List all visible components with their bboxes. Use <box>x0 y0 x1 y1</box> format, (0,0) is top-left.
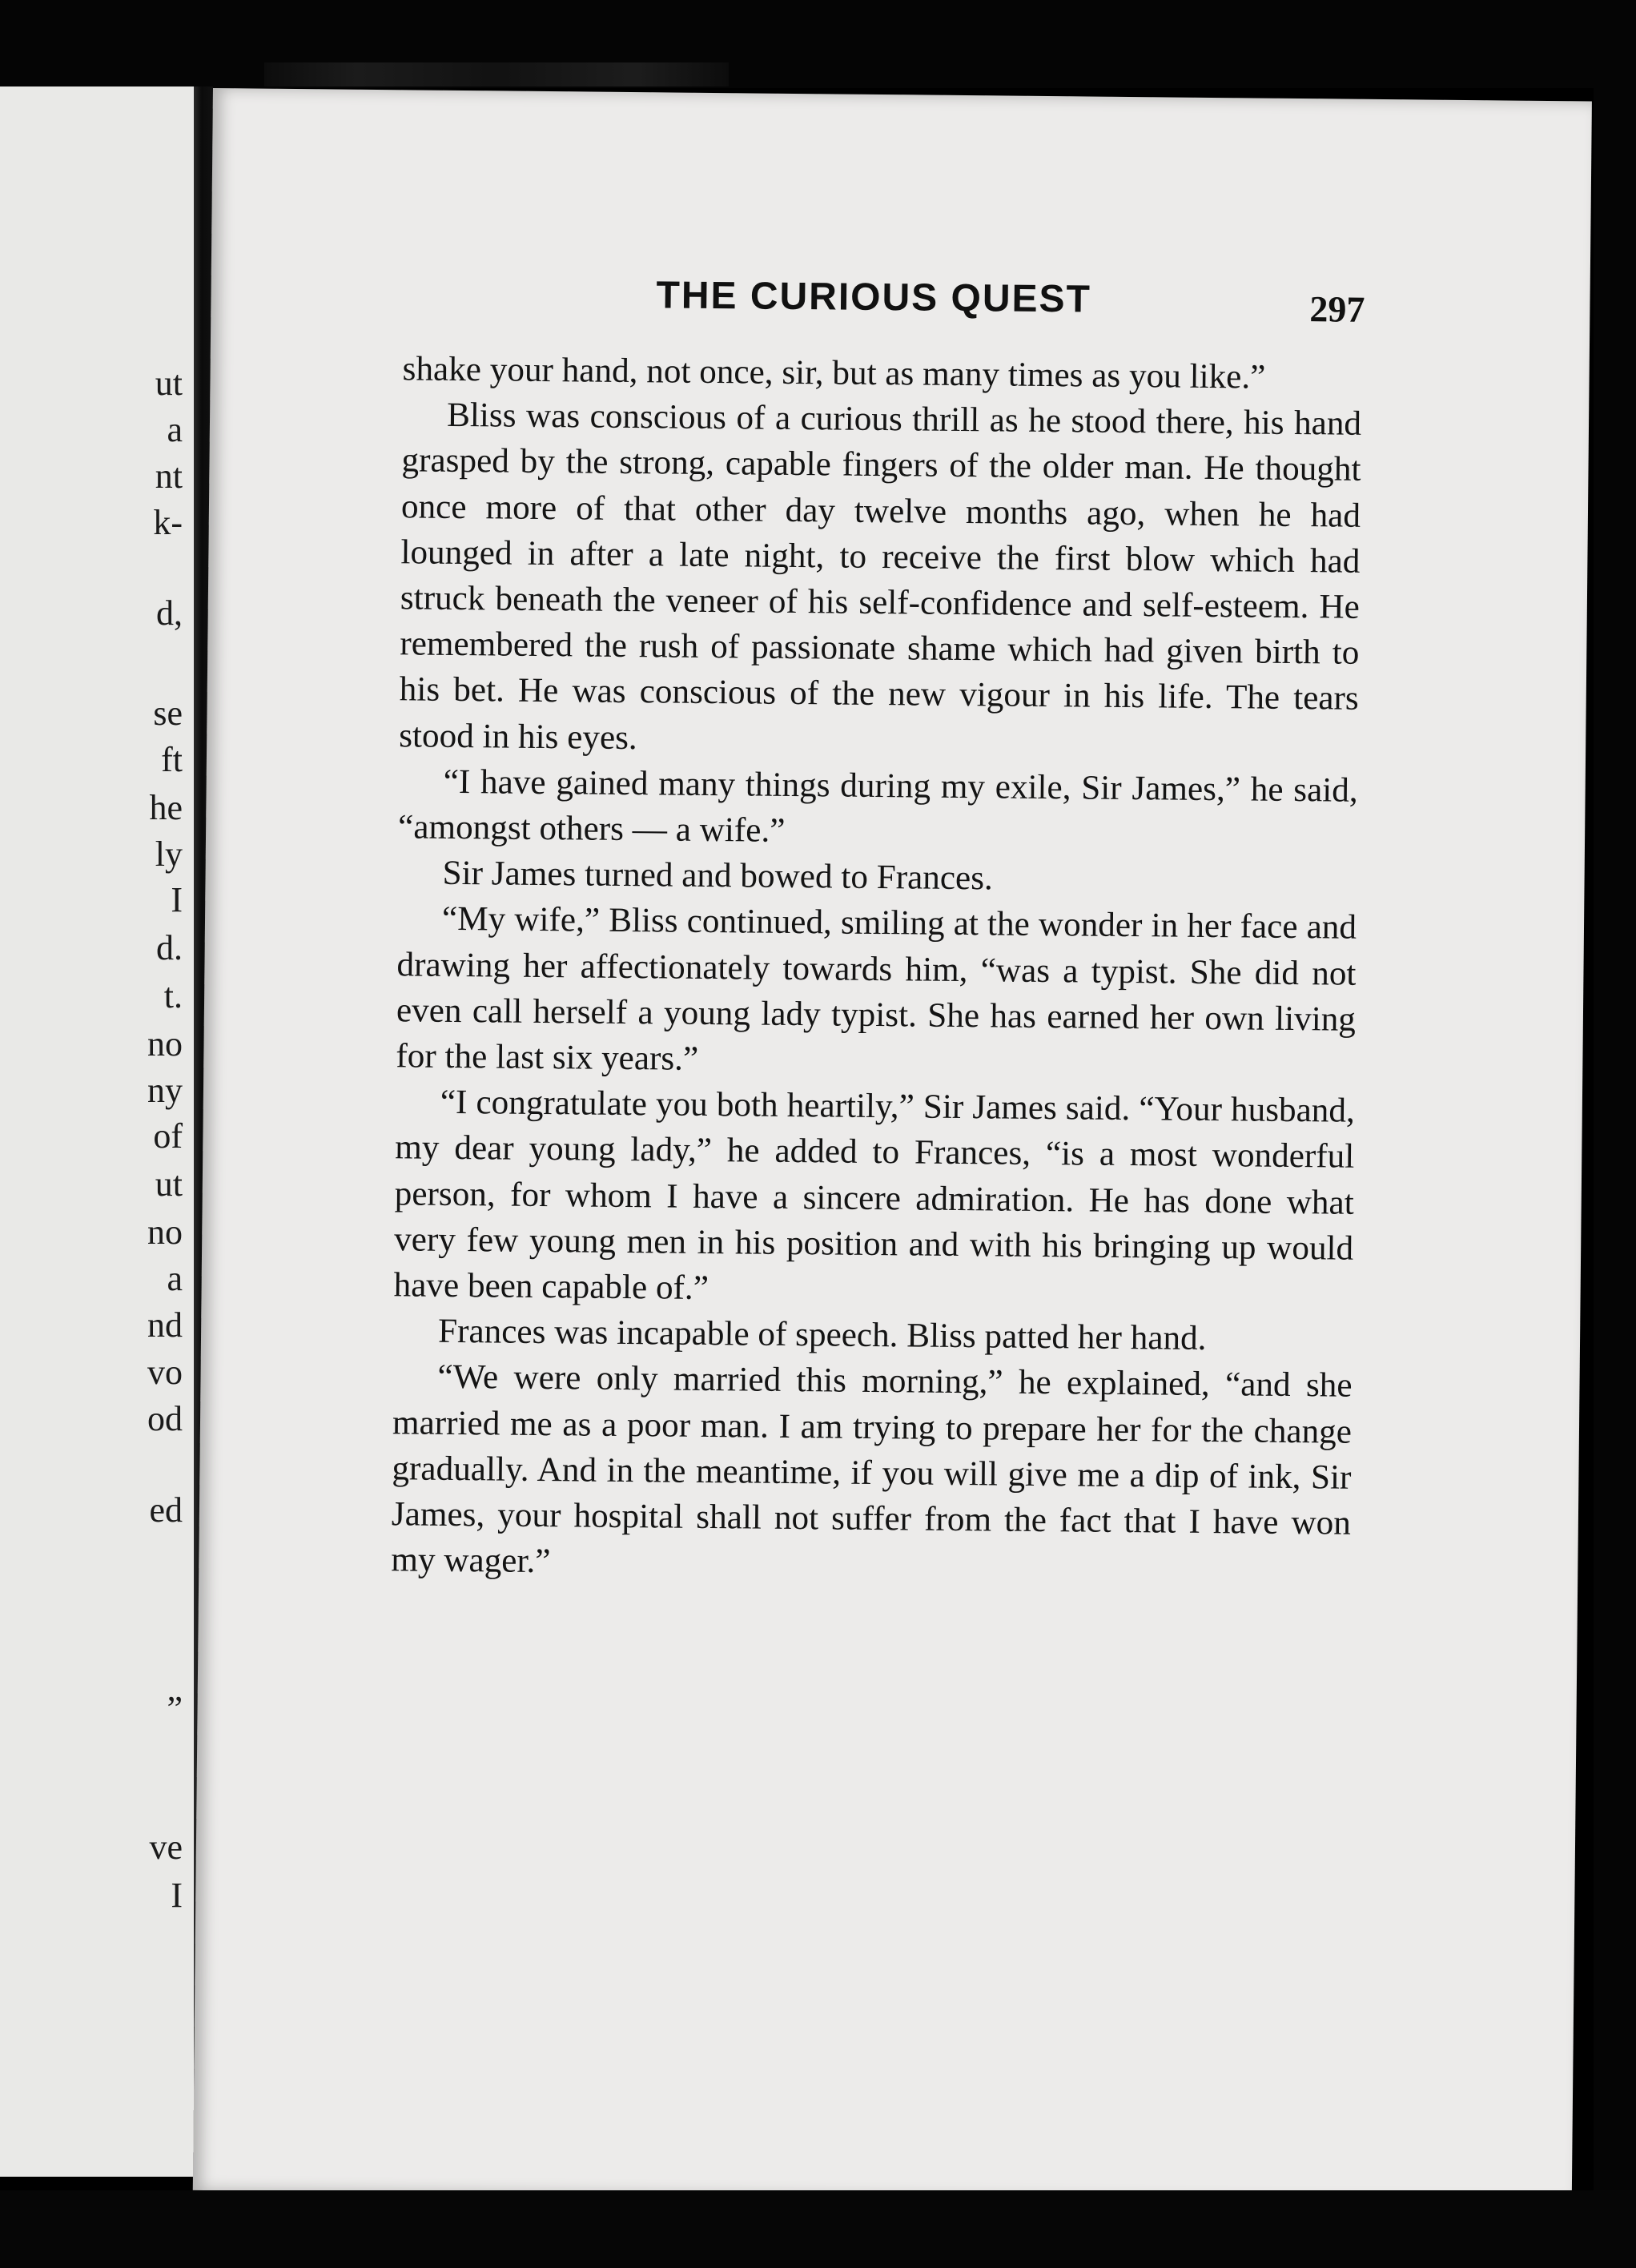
running-title: THE CURIOUS QUEST <box>656 274 1092 321</box>
prev-line-fragment: ” <box>167 1689 183 1728</box>
paragraph: “I congratulate you both heartily,” Sir James said. “Your husband, my dear young lady,” he added to Frances, “is a most wonderful person, for whom I have a sincere admiration. He has done what very few young men in his position and with his bringing up would have been capable of.” <box>393 1084 1356 1308</box>
previous-page-edge <box>0 86 194 2177</box>
prev-line-fragment: a <box>167 410 183 449</box>
book-page <box>193 88 1592 2203</box>
prev-line-fragment: a <box>167 1259 183 1298</box>
prev-line-fragment: vo <box>147 1353 183 1392</box>
paragraph: Bliss was conscious of a curious thrill as he stood there, his hand grasped by the strong, capable fingers of the older man. He thought once more of that other day twelve months ago, when he had lounged in after a late night, to receive the first blow which had struck beneath the veneer of his self-confidence and self-esteem. He remembered the rush of passionate shame which had given birth to his bet. He was conscious of the new vigour in his life. The tears stood in his eyes. <box>399 396 1362 757</box>
prev-line-fragment: ve <box>149 1828 183 1867</box>
prev-line-fragment: no <box>147 1212 183 1252</box>
prev-line-fragment: ly <box>155 834 183 874</box>
prev-line-fragment: he <box>149 788 183 827</box>
prev-line-fragment: I <box>171 1876 183 1915</box>
prev-line-fragment: ft <box>161 740 183 779</box>
prev-line-fragment: of <box>153 1116 183 1156</box>
prev-line-fragment: od <box>147 1399 183 1438</box>
prev-line-fragment: t. <box>163 976 183 1015</box>
prev-line-fragment: nd <box>147 1305 183 1345</box>
paragraph: “We were only married this morning,” he explained, “and she married me as a poor man. I am trying to prepare her for the change gradually. And in the meantime, if you will give me a dip of ink, Sir James, your hospital shall not suffer from the fact that I have won my wager.” <box>391 1358 1353 1581</box>
page-number: 297 <box>1309 288 1365 330</box>
running-head <box>211 269 1590 339</box>
prev-line-fragment: k- <box>153 503 183 542</box>
prev-line-fragment: d. <box>156 928 183 967</box>
prev-line-fragment: no <box>147 1024 183 1064</box>
prev-line-fragment: ut <box>155 364 183 403</box>
scan-right-border <box>1594 0 1636 2268</box>
scan-top-border <box>0 0 1636 88</box>
scan-bottom-border <box>0 2190 1636 2268</box>
prev-line-fragment: d, <box>156 593 183 633</box>
paragraph: Sir James turned and bowed to Frances. <box>442 855 994 898</box>
paragraph: Frances was incapable of speech. Bliss patted her hand. <box>437 1313 1207 1358</box>
paragraph: “I have gained many things during my exile, Sir James,” he said, “amongst others — a wife.” <box>397 762 1358 850</box>
prev-line-fragment: I <box>171 880 183 919</box>
prev-line-fragment: ut <box>155 1164 183 1204</box>
prev-line-fragment: se <box>153 694 183 733</box>
prev-line-fragment: ny <box>147 1071 183 1110</box>
paragraph: shake your hand, not once, sir, but as many times as you like.” <box>402 350 1266 396</box>
paragraph: “My wife,” Bliss continued, smiling at the wonder in her face and drawing her affectionately towards him, “was a typist. She did not even call herself a young lady typist. She has earned her own living for the last six years.” <box>396 900 1357 1078</box>
prev-line-fragment: ed <box>149 1490 183 1530</box>
body-text <box>391 346 1362 1592</box>
prev-line-fragment: nt <box>155 456 183 496</box>
scan-noise <box>264 62 729 86</box>
